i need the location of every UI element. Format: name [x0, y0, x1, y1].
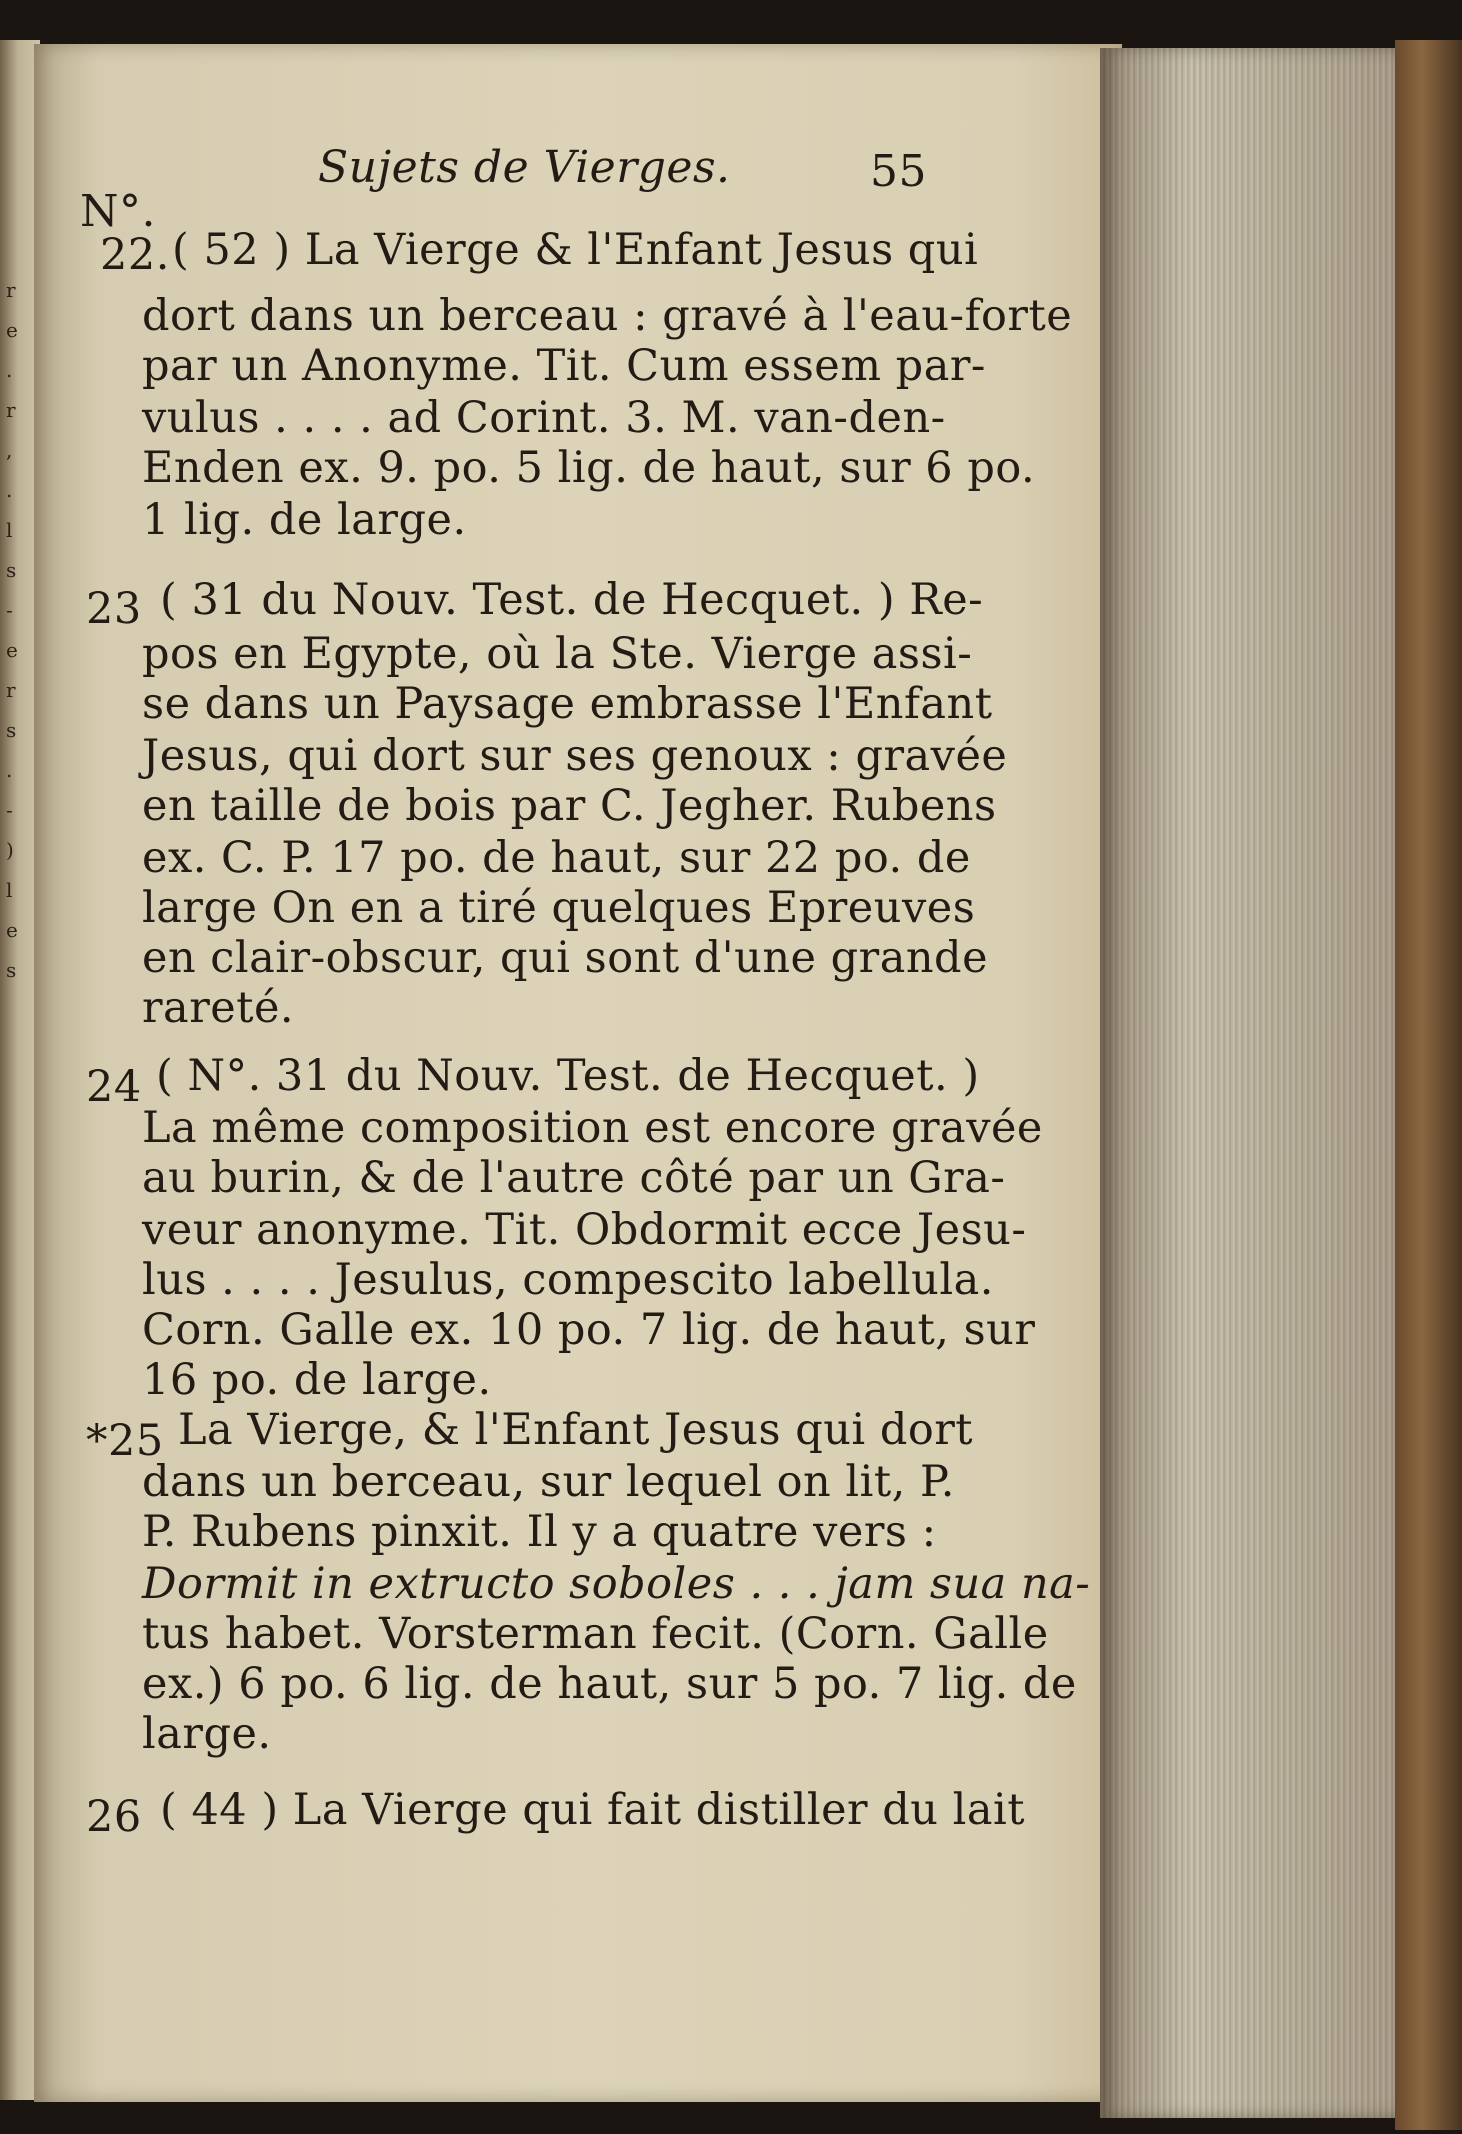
facing-page-glyph: ) — [6, 838, 14, 862]
entry-line: large. — [142, 1709, 272, 1759]
entry-line: tus habet. Vorsterman fecit. (Corn. Galle — [142, 1609, 1049, 1659]
entry-line: ( 44 ) La Vierge qui fait distiller du lait — [160, 1785, 1026, 1835]
facing-page-glyph: - — [6, 798, 13, 822]
entry-line: au burin, & de l'autre côté par un Gra- — [142, 1153, 1006, 1203]
entry-line: se dans un Paysage embrasse l'Enfant — [142, 679, 993, 729]
entry-number: 26 — [86, 1792, 142, 1842]
entry-line: dans un berceau, sur lequel on lit, P. — [142, 1457, 955, 1507]
entry-line: en clair-obscur, qui sont d'une grande — [142, 933, 989, 983]
facing-page-glyph: l — [6, 518, 13, 542]
entry-line: 16 po. de large. — [142, 1355, 492, 1405]
entry-line: Enden ex. 9. po. 5 lig. de haut, sur 6 po. — [142, 443, 1036, 493]
entry-line: Jesus, qui dort sur ses genoux : gravée — [142, 731, 1008, 781]
running-head: Sujets de Vierges. — [318, 142, 731, 193]
entry-line: en taille de bois par C. Jegher. Rubens — [142, 781, 997, 831]
facing-page-glyph: . — [6, 478, 13, 502]
facing-page-glyph: s — [6, 718, 17, 742]
facing-page-glyph: . — [6, 358, 13, 382]
entry-number: 23 — [86, 584, 142, 634]
entry-line: par un Anonyme. Tit. Cum essem par- — [142, 341, 986, 391]
entry-line: pos en Egypte, où la Ste. Vierge assi- — [142, 629, 973, 679]
facing-page-glyph: e — [6, 638, 18, 662]
entry-line: lus . . . . Jesulus, compescito labellula. — [142, 1255, 994, 1305]
facing-page-glyph: s — [6, 958, 17, 982]
facing-page-glyph: . — [6, 758, 13, 782]
entry-line: ( N°. 31 du Nouv. Test. de Hecquet. ) — [156, 1051, 980, 1101]
entry-line: Dormit in extructo soboles . . . jam sua na- — [142, 1559, 1091, 1609]
entry-number: 22. — [100, 230, 170, 280]
entry-line: ( 52 ) La Vierge & l'Enfant Jesus qui — [172, 225, 979, 275]
facing-page-glyph: s — [6, 558, 17, 582]
page-number: 55 — [870, 146, 927, 197]
entry-line: large On en a tiré quelques Epreuves — [142, 883, 976, 933]
entry-number: 24 — [86, 1062, 142, 1112]
facing-page-glyph: , — [6, 438, 13, 462]
entry-number: *25 — [86, 1416, 164, 1466]
entry-line: rareté. — [142, 983, 295, 1033]
facing-page-glyph: e — [6, 918, 18, 942]
facing-page-glyph: e — [6, 318, 18, 342]
entry-line: La Vierge, & l'Enfant Jesus qui dort — [178, 1405, 974, 1455]
entry-line: La même composition est encore gravée — [142, 1103, 1043, 1153]
number-column-label: N°. — [80, 186, 156, 237]
facing-page-glyph: r — [6, 678, 16, 702]
entry-line: P. Rubens pinxit. Il y a quatre vers : — [142, 1507, 937, 1557]
facing-page-glyph: - — [6, 598, 13, 622]
entry-line: 1 lig. de large. — [142, 495, 467, 545]
entry-line: ex. C. P. 17 po. de haut, sur 22 po. de — [142, 833, 971, 883]
facing-page-glyph: r — [6, 398, 16, 422]
entry-line: ( 31 du Nouv. Test. de Hecquet. ) Re- — [160, 575, 984, 625]
entry-line: veur anonyme. Tit. Obdormit ecce Jesu- — [142, 1205, 1027, 1255]
entry-line: dort dans un berceau : gravé à l'eau-forte — [142, 291, 1073, 341]
entry-line: ex.) 6 po. 6 lig. de haut, sur 5 po. 7 lig. de — [142, 1659, 1077, 1709]
facing-page-glyph: l — [6, 878, 13, 902]
facing-page-glyph: r — [6, 278, 16, 302]
entry-line: vulus . . . . ad Corint. 3. M. van-den- — [142, 393, 946, 443]
entry-line: Corn. Galle ex. 10 po. 7 lig. de haut, sur — [142, 1305, 1036, 1355]
